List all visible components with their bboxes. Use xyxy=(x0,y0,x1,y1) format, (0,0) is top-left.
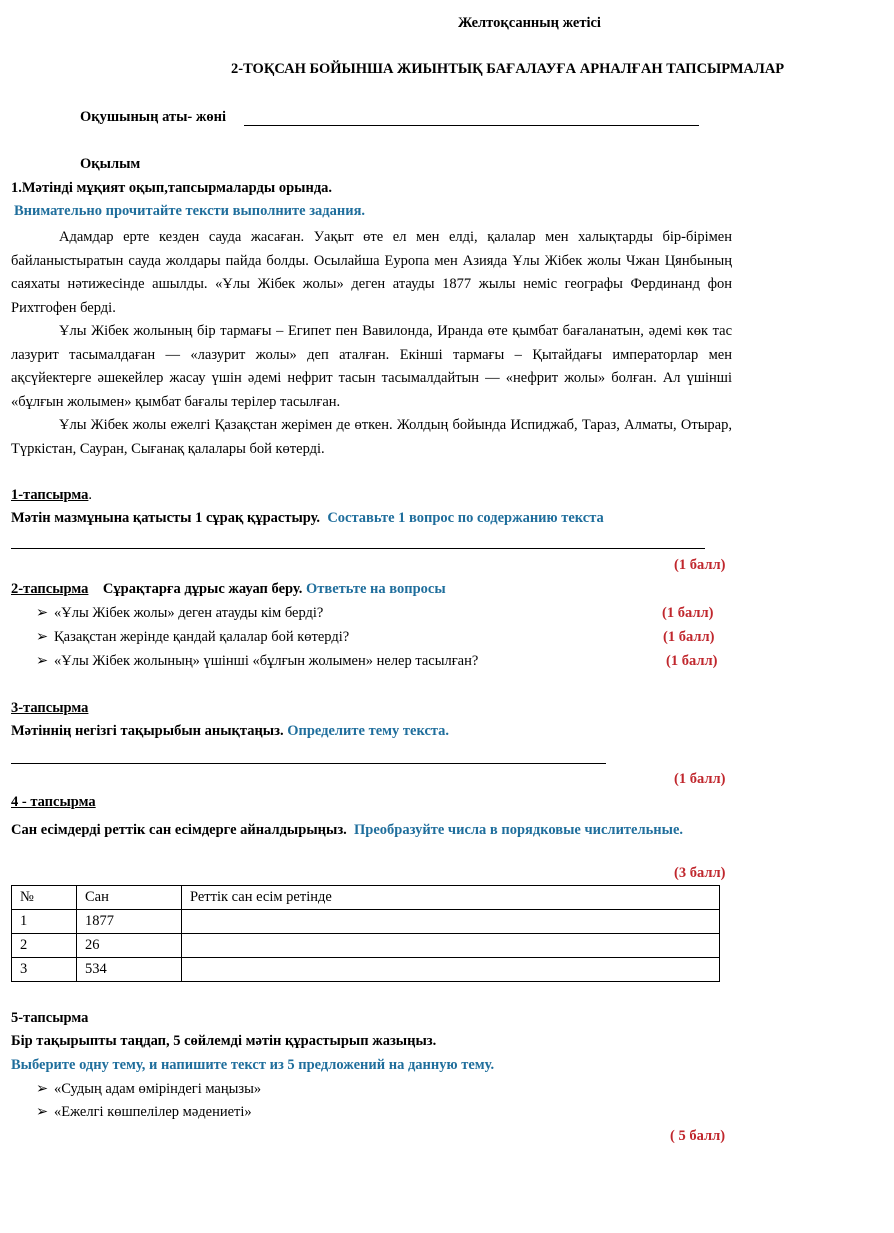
row-number: 1 xyxy=(12,910,77,934)
task4-points: (3 балл) xyxy=(674,865,726,881)
row-answer-cell[interactable] xyxy=(182,934,720,958)
task5-heading: 5-тапсырма xyxy=(11,1010,89,1026)
reading-text xyxy=(11,226,732,461)
arrow-bullet-icon: ➢ xyxy=(36,629,49,645)
question-3-points: (1 балл) xyxy=(666,653,718,669)
reading-paragraph-1: Адамдар ерте кезден сауда жасаған. Уақыт өте ел мен елді, қалалар мен халықтарды бір-бірімен байланыстыратын сауда жолдары пайда болды. Осылайша Еуропа мен Азияда Ұлы Жібек жолы Чжан Цянбының саяхаты нәтижесінде ашылды. «Ұлы Жібек жолы» деген атауды 1877 жылы неміс географы Фердинанд фон Рихтгофен берді. xyxy=(11,229,732,316)
reading-paragraph-2: Ұлы Жібек жолының бір тармағы – Египет пен Вавилонда, Иранда өте қымбат бағаланатын, әдемі көк тас лазурит тасымалдаған — «лазурит жолы» деп аталған. Екінші тармағы – Қытайдағы императорлар мен ақсүйектерге әшекейлер жасау үшін әдемі нефрит тасын тасымалдайтын — «нефрит жолы» болған. Ал үшінші «бұлғын жолымен» қымбат бағалы терілер тасылған. xyxy=(11,323,732,410)
task1-ru: Составьте 1 вопрос по содержанию текста xyxy=(327,510,604,526)
task2-heading: 2-тапсырма xyxy=(11,581,89,597)
task4-ru: Преобразуйте числа в порядковые числительные. xyxy=(354,822,684,838)
task5-ru: Выберите одну тему, и напишите текст из 5 предложений на данную тему. xyxy=(11,1057,495,1073)
table-row xyxy=(12,910,720,934)
question-text: Қазақстан жерінде қандай қалалар бой көтерді? xyxy=(54,629,350,645)
arrow-bullet-icon: ➢ xyxy=(36,605,49,621)
task1-instruction xyxy=(11,510,604,527)
table-row xyxy=(12,934,720,958)
task2-kz: Сұрақтарға дұрыс жауап беру. xyxy=(102,581,303,597)
task3-ru: Определите тему текста. xyxy=(287,723,450,739)
task1-points: (1 балл) xyxy=(674,557,726,573)
task5-points: ( 5 балл) xyxy=(670,1128,726,1144)
task5-kz: Бір тақырыпты таңдап, 5 сөйлемді мәтін құрастырып жазыңыз. xyxy=(11,1033,437,1049)
row-number: 2 xyxy=(12,934,77,958)
task3-instruction xyxy=(11,723,449,740)
row-answer-cell[interactable] xyxy=(182,958,720,982)
task3-heading: 3-тапсырма xyxy=(11,700,89,716)
task5-topic-1 xyxy=(36,1081,261,1098)
arrow-bullet-icon: ➢ xyxy=(36,1081,49,1097)
task4-instruction xyxy=(11,818,711,842)
topic-text: «Ежелгі көшпелілер мәдениеті» xyxy=(54,1104,252,1120)
task3-answer-line[interactable] xyxy=(11,763,606,764)
student-name-label: Оқушының аты- жөні xyxy=(80,109,227,125)
instruction-ru: Внимательно прочитайте тексти выполните задания. xyxy=(14,203,366,219)
ordinal-numbers-table xyxy=(11,885,720,982)
question-text: «Ұлы Жібек жолы» деген атауды кім берді? xyxy=(54,605,324,621)
question-text: «Ұлы Жібек жолының» үшінші «бұлғын жолымен» нелер тасылған? xyxy=(54,653,479,669)
task2-question-2 xyxy=(36,629,349,646)
header-number: № xyxy=(12,886,77,910)
table-header-row xyxy=(12,886,720,910)
task1-heading: 1-тапсырма xyxy=(11,487,89,503)
task5-topic-2 xyxy=(36,1104,252,1121)
arrow-bullet-icon: ➢ xyxy=(36,653,49,669)
topic-text: «Судың адам өміріндегі маңызы» xyxy=(54,1081,262,1097)
section-title: Оқылым xyxy=(80,156,141,172)
task1-kz: Мәтін мазмұнына қатысты 1 сұрақ құрастыру. xyxy=(11,510,321,526)
task4-kz: Сан есімдерді реттік сан есімдерге айналдырыңыз. xyxy=(11,822,347,838)
row-value: 26 xyxy=(77,934,182,958)
header-san: Сан xyxy=(77,886,182,910)
document-title: 2-ТОҚСАН БОЙЫНША ЖИЫНТЫҚ БАҒАЛАУҒА АРНАЛҒАН ТАПСЫРМАЛАР xyxy=(231,61,785,77)
task2-question-3 xyxy=(36,653,478,670)
row-number: 3 xyxy=(12,958,77,982)
task1-heading-row: 1-тапсырма. xyxy=(11,487,93,503)
task4-heading: 4 - тапсырма xyxy=(11,794,96,810)
task3-points: (1 балл) xyxy=(674,771,726,787)
header-ordinal: Реттік сан есім ретінде xyxy=(182,886,720,910)
task2-instruction xyxy=(11,581,446,598)
task1-answer-line[interactable] xyxy=(11,548,705,549)
question-2-points: (1 балл) xyxy=(663,629,715,645)
student-name-field[interactable] xyxy=(244,125,699,126)
table-row xyxy=(12,958,720,982)
task2-question-1 xyxy=(36,605,323,622)
question-1-points: (1 балл) xyxy=(662,605,714,621)
task3-kz: Мәтіннің негізгі тақырыбын анықтаңыз. xyxy=(11,723,284,739)
arrow-bullet-icon: ➢ xyxy=(36,1104,49,1120)
document-subtitle: Желтоқсанның жетісі xyxy=(458,15,601,31)
row-value: 1877 xyxy=(77,910,182,934)
instruction-kz: 1.Мәтінді мұқият оқып,тапсырмаларды орында. xyxy=(11,180,333,196)
row-answer-cell[interactable] xyxy=(182,910,720,934)
reading-paragraph-3: Ұлы Жібек жолы ежелгі Қазақстан жерімен де өткен. Жолдың бойында Испиджаб, Тараз, Алматы, Отырар, Түркістан, Сауран, Сығанақ қалалары бой көтерді. xyxy=(11,417,732,457)
row-value: 534 xyxy=(77,958,182,982)
task2-ru: Ответьте на вопросы xyxy=(305,581,446,597)
